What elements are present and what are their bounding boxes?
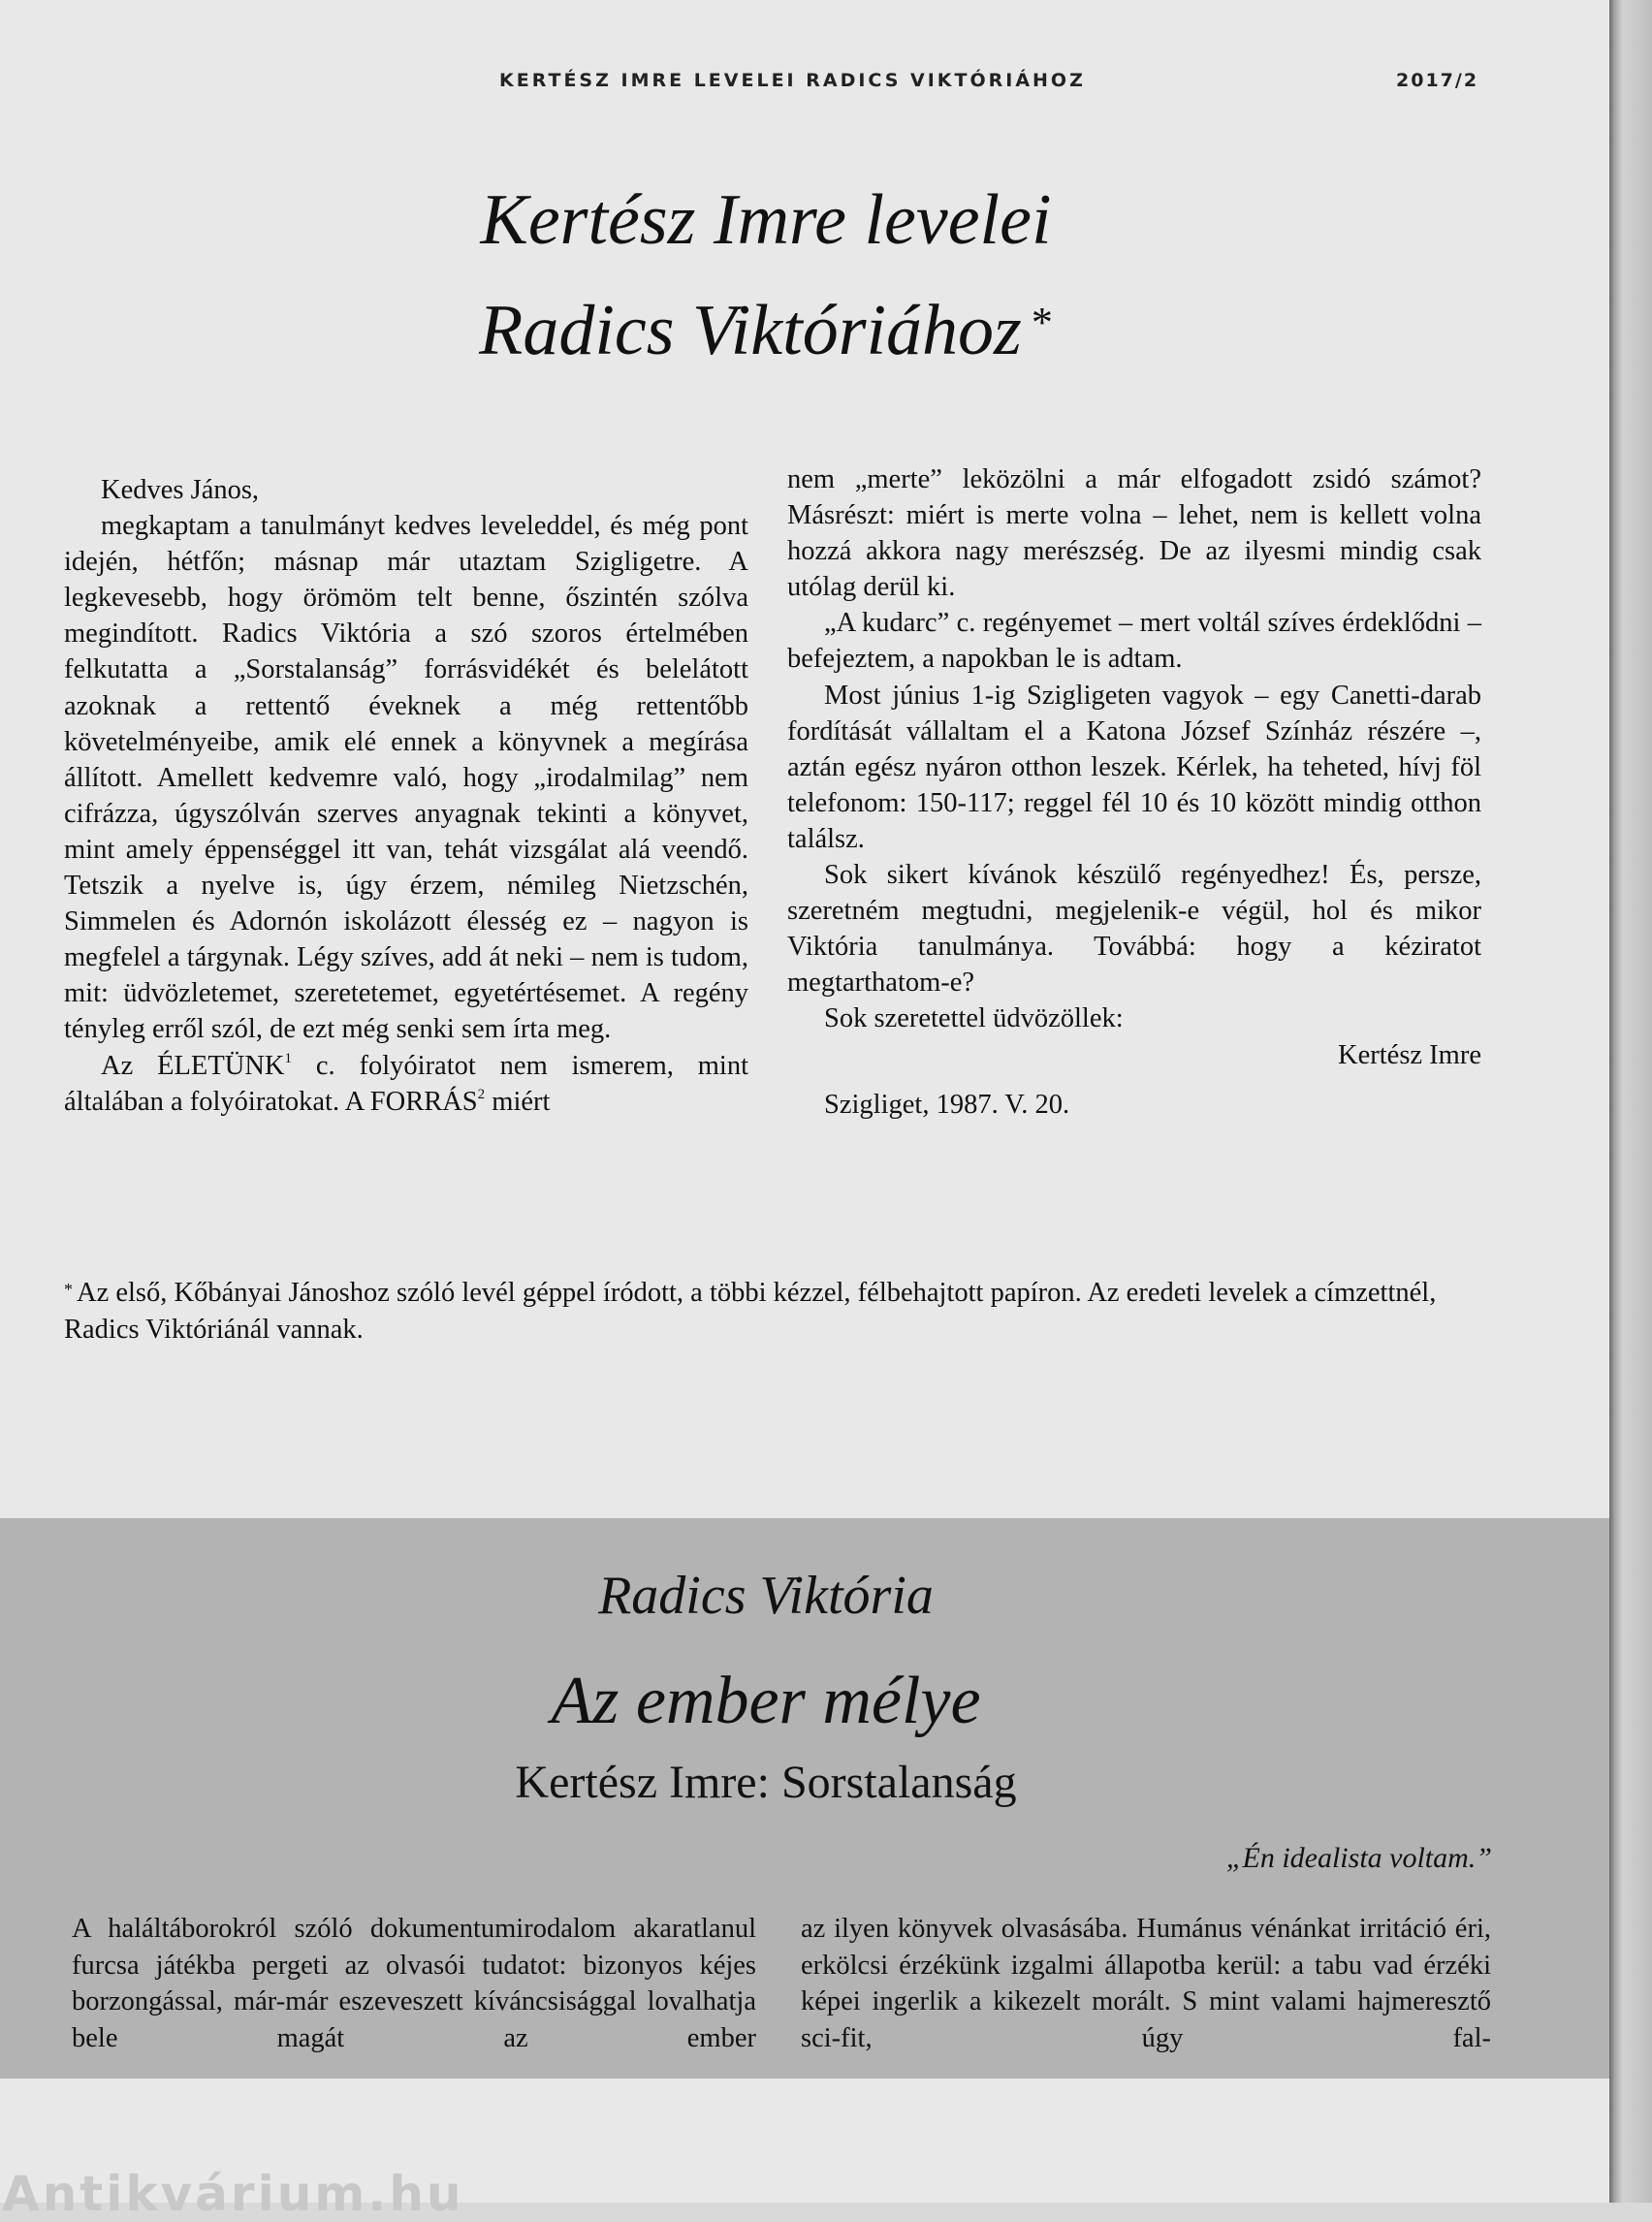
letter-closing: Sok szeretettel üdvözöllek:	[824, 1003, 1124, 1034]
next-article-author: Radics Viktória	[598, 1566, 934, 1626]
letter-paragraph: Sok sikert kívánok készülő regényedhez! És, persze, szeretném megtudni, megjelenik-e végül, hol és mikor Viktória tanulmánya. Továbbá: hogy a kéziratot megtarthatom-e?	[787, 860, 1481, 999]
article-title-line-2: Radics Viktóriához *	[479, 291, 1053, 370]
letter-salutation: Kedves János,	[101, 475, 260, 505]
next-article-right-column: az ilyen könyvek olvasásába. Humánus vénánkat irritáció éri, erkölcsi érzékünk izgalmi állapotba kerül: a tabu vad érzéki képei ingerlik a kikezelt morált. S mint valami hajmeresztő sci-fit, úgy fal-	[801, 1914, 1491, 2053]
letter-paragraph: Most június 1-ig Szigligeten vagyok – egy Canetti-darab fordítását vállaltam el a Katona József Színház részére –, aztán egész nyáron otthon leszek. Kérlek, ha teheted, hívj föl telefonom: 150-117; reggel fél 10 és 10 között mindig otthon találsz.	[787, 680, 1481, 854]
letter-paragraph: megkaptam a tanulmányt kedves leveleddel, és még pont idején, hétfőn; másnap már utaztam Szigligetre. A legkevesebb, hogy örömöm telt benne, őszintén szólva megindított. Radics Viktória a szó szoros értelmében felkutatta a „Sorstalanság” forrásvidékét és belelátott azoknak a rettentő éveknek a még rettentőbb követelményeibe, amik elé ennek a könyvnek a megírása állított. Amellett kedvemre való, hogy „irodalmilag” nem cifrázza, úgyszólván szerves anyagnak tekinti a könyvet, mint amely éppenséggel itt van, tehát vizsgálat alá veendő. Tetszik a nyelve is, úgy érzem, némileg Nietzschén, Simmelen és Adornón iskolázott élesség ez – nagyon is megfelel a tárgynak. Légy szíves, add át neki – nem is tudom, mit: üdvözletemet, szeretetemet, egyetértésemet. A regény tényleg erről szól, de ezt még senki sem írta meg.	[64, 511, 748, 1045]
next-article-left-column: A haláltáborokról szóló dokumentumirodalom akaratlanul furcsa játékba pergeti az olvasói tudatot: bizonyos kéjes borzongással, már-már eszeveszett kíváncsisággal lovalhatja bele magát az ember	[72, 1914, 756, 2053]
letter-left-column	[64, 472, 748, 1120]
watermark: Antikvárium.hu	[2, 2166, 464, 2222]
page-edge-shadow	[1609, 0, 1652, 2203]
letter-paragraph: Az ÉLETÜNK$^1$ c. folyóiratot nem ismerem, mint általában a folyóiratokat. A FORRÁS$^2$ miért	[64, 1050, 748, 1117]
letter-place-date: Szigliget, 1987. V. 20.	[824, 1089, 1070, 1120]
next-article-title: Az ember mélye	[551, 1664, 981, 1738]
next-article-subtitle: Kertész Imre: Sorstalanság	[515, 1757, 1017, 1808]
issue-number: 2017/2	[1396, 70, 1479, 91]
footnote-ref: 1	[284, 1050, 292, 1066]
title-footnote-mark: *	[1031, 299, 1053, 346]
letter-signature: Kertész Imre	[1338, 1039, 1481, 1070]
footnote-mark: *	[64, 1280, 73, 1299]
letter-paragraph: nem „merte” leközölni a már elfogadott zsidó számot? Másrészt: miért is merte volna – lehet, nem is kellett volna hozzá akkora nagy merészség. De az ilyesmi mindig csak utólag derül ki.	[787, 464, 1481, 603]
letter-right-column	[787, 461, 1481, 1123]
next-article-epigraph: „Én idealista voltam.”	[1225, 1842, 1492, 1874]
letter-paragraph: „A kudarc” c. regényemet – mert voltál szíves érdeklődni – befejeztem, a napokban le is adtam.	[787, 608, 1481, 675]
article-title-line-1: Kertész Imre levelei	[480, 180, 1052, 260]
running-header: KERTÉSZ IMRE LEVELEI RADICS VIKTÓRIÁHOZ	[499, 70, 1086, 91]
footnote-ref: 2	[477, 1086, 486, 1102]
footnote: * Az első, Kőbányai Jánoshoz szóló levél géppel íródott, a többi kézzel, félbehajtott papíron. Az eredeti levelek a címzettnél, Radics Viktóriánál vannak.	[64, 1278, 1437, 1345]
